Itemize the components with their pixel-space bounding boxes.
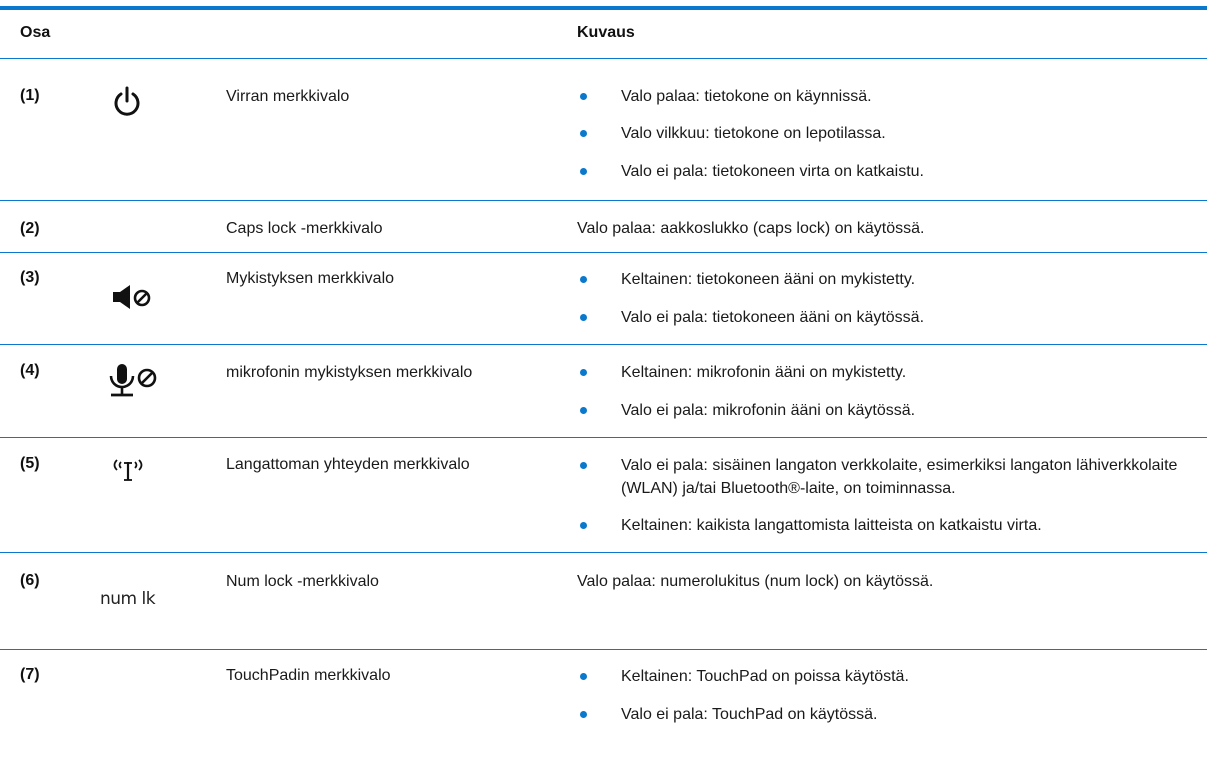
row-divider <box>0 552 1207 553</box>
row-number: (4) <box>20 362 40 379</box>
bullet-dot <box>580 369 587 376</box>
bullet-dot <box>580 673 587 680</box>
row-number: (6) <box>20 572 40 589</box>
power-icon <box>112 86 142 118</box>
component-name: Virran merkkivalo <box>226 88 350 105</box>
row-divider <box>0 252 1207 253</box>
description-item: Keltainen: tietokoneen ääni on mykistetty. <box>621 271 916 288</box>
description-item: Keltainen: kaikista langattomista laitteista on katkaistu virta. <box>621 517 1042 534</box>
bullet-dot <box>580 314 587 321</box>
component-name: Langattoman yhteyden merkkivalo <box>226 456 470 473</box>
bullet-dot <box>580 711 587 718</box>
description-item: Valo palaa: tietokone on käynnissä. <box>621 88 872 105</box>
component-name: Mykistyksen merkkivalo <box>226 270 395 287</box>
description-item: Valo vilkkuu: tietokone on lepotilassa. <box>621 125 886 142</box>
description-item: Valo ei pala: sisäinen langaton verkkolaite, esimerkiksi langaton lähiverkkolaite (WLAN) ja/tai Bluetooth®-laite, on toiminnassa. <box>621 457 1178 497</box>
wireless-icon <box>108 454 148 484</box>
row-number: (7) <box>20 666 40 683</box>
component-name: TouchPadin merkkivalo <box>226 667 391 684</box>
component-name: mikrofonin mykistyksen merkkivalo <box>226 364 473 381</box>
description-text: Valo palaa: aakkoslukko (caps lock) on käytössä. <box>577 220 925 237</box>
description-text: Valo palaa: numerolukitus (num lock) on käytössä. <box>577 573 934 590</box>
bullet-dot <box>580 407 587 414</box>
row-number: (2) <box>20 220 40 237</box>
bullet-dot <box>580 276 587 283</box>
speaker-mute-icon <box>111 284 157 310</box>
bullet-dot <box>580 168 587 175</box>
bullet-dot <box>580 130 587 137</box>
header-osa: Osa <box>20 24 51 41</box>
row-number: (5) <box>20 455 40 472</box>
bullet-dot <box>580 462 587 469</box>
row-divider <box>0 437 1207 438</box>
row-divider <box>0 344 1207 345</box>
description-item: Valo ei pala: mikrofonin ääni on käytössä. <box>621 402 916 419</box>
row-divider <box>0 200 1207 201</box>
row-number: (3) <box>20 269 40 286</box>
bullet-dot <box>580 93 587 100</box>
microphone-mute-icon <box>104 362 162 400</box>
component-name: Caps lock -merkkivalo <box>226 220 383 237</box>
table-top-rule <box>0 6 1207 10</box>
header-kuvaus: Kuvaus <box>577 24 635 41</box>
description-item: Valo ei pala: TouchPad on käytössä. <box>621 706 878 723</box>
description-item: Keltainen: mikrofonin ääni on mykistetty. <box>621 364 907 381</box>
description-item: Valo ei pala: tietokoneen virta on katkaistu. <box>621 163 924 180</box>
row-number: (1) <box>20 87 40 104</box>
bullet-dot <box>580 522 587 529</box>
description-item: Valo ei pala: tietokoneen ääni on käytössä. <box>621 309 925 326</box>
header-divider <box>0 58 1207 59</box>
row-divider <box>0 649 1207 650</box>
component-name: Num lock -merkkivalo <box>226 573 379 590</box>
description-item: Keltainen: TouchPad on poissa käytöstä. <box>621 668 909 685</box>
num-lock-icon: num lk <box>100 589 156 609</box>
